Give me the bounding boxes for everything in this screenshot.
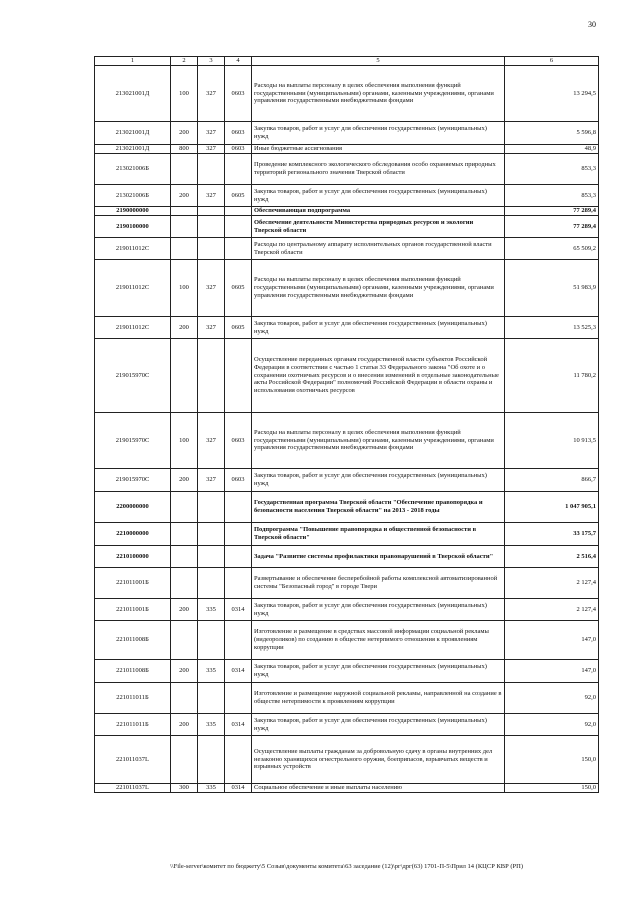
cell-administrator [198,683,225,714]
cell-section: 0605 [225,185,252,207]
cell-description: Расходы на выплаты персоналу в целях обеспечения выполнения функций государственными (муниципальными) органами, казенными учреждениями, органами управления государственными внебюджетными фондами [252,66,505,122]
cell-description: Социальное обеспечение и иные выплаты населению [252,784,505,793]
cell-description: Закупка товаров, работ и услуг для обеспечения государственных (муниципальных) нужд [252,122,505,145]
table-row [95,238,599,260]
table-row [95,492,599,523]
cell-expense-type: 200 [171,599,198,621]
table-header-row [95,57,599,66]
cell-administrator [198,568,225,599]
cell-administrator: 327 [198,260,225,317]
table-row [95,260,599,317]
cell-target-code: 2190000000 [95,207,171,216]
cell-amount: 2 127,4 [505,568,599,599]
cell-amount: 13 525,3 [505,317,599,339]
header-col-5: 5 [252,57,505,66]
cell-description: Осуществление переданных органам государственной власти субъектов Российской Федерации в соответствии с частью 1 статьи 33 Федерального закона "Об охоте и о сохранении охотничьих ресурсов и о внесении изменений в отдельные законодательные акты Российской Федерации" полномочий Российской Федерации в области охраны и использования охотничьих ресурсов [252,339,505,413]
cell-target-code: 221011001Б [95,568,171,599]
footer-file-path: \\File-server\комитет по бюджету\5 Созыв\документы комитета\63 заседание (12)\рг\дрг(63) 1701-П-5\Прил 14 (КЦСР КВР (РП) [169,863,523,870]
header-col-6: 6 [505,57,599,66]
table-row [95,599,599,621]
page-number: 30 [588,20,596,29]
cell-description: Закупка товаров, работ и услуг для обеспечения государственных (муниципальных) нужд [252,714,505,736]
table-row [95,784,599,793]
table-row [95,185,599,207]
header-col-3: 3 [198,57,225,66]
table-row [95,621,599,660]
cell-expense-type: 200 [171,317,198,339]
cell-description: Задача "Развитие системы профилактики правонарушений в Тверской области" [252,546,505,568]
cell-expense-type [171,546,198,568]
cell-administrator: 335 [198,599,225,621]
cell-administrator: 327 [198,413,225,469]
cell-target-code: 221011008Б [95,621,171,660]
cell-section: 0314 [225,714,252,736]
cell-expense-type [171,238,198,260]
cell-target-code: 2190100000 [95,216,171,238]
cell-administrator [198,154,225,185]
cell-description: Подпрограмма "Повышение правопорядка и общественной безопасности в Тверской области" [252,523,505,546]
cell-target-code: 219015970С [95,469,171,492]
cell-target-code: 2210100000 [95,546,171,568]
table-row [95,317,599,339]
cell-administrator: 335 [198,660,225,683]
table-row [95,546,599,568]
cell-administrator [198,546,225,568]
cell-section: 0603 [225,469,252,492]
cell-administrator: 335 [198,714,225,736]
cell-expense-type [171,523,198,546]
cell-section: 0605 [225,317,252,339]
cell-expense-type: 100 [171,66,198,122]
cell-target-code: 219011012С [95,317,171,339]
cell-section [225,621,252,660]
cell-amount: 51 983,9 [505,260,599,317]
cell-description: Государственная программа Тверской области "Обеспечение правопорядка и безопасности населения Тверской области" на 2013 - 2018 годы [252,492,505,523]
cell-target-code: 221011037L [95,784,171,793]
cell-section [225,683,252,714]
cell-expense-type: 200 [171,469,198,492]
cell-section: 0605 [225,260,252,317]
cell-section [225,492,252,523]
cell-section [225,207,252,216]
table-row [95,207,599,216]
cell-description: Изготовление и размещение в средствах массовой информации социальной рекламы (видеороликов) по созданию в обществе нетерпимого отношения к проявлениям коррупции [252,621,505,660]
cell-amount: 13 294,5 [505,66,599,122]
cell-amount: 77 289,4 [505,207,599,216]
cell-expense-type [171,216,198,238]
cell-expense-type [171,621,198,660]
cell-administrator: 327 [198,469,225,492]
cell-description: Проведение комплексного экологического обследования особо охраняемых природных территорий регионального значения Тверской области [252,154,505,185]
cell-section [225,339,252,413]
table-row [95,216,599,238]
cell-section: 0314 [225,784,252,793]
cell-description: Закупка товаров, работ и услуг для обеспечения государственных (муниципальных) нужд [252,660,505,683]
table-row [95,339,599,413]
table-row [95,145,599,154]
cell-target-code: 219015970С [95,413,171,469]
cell-amount: 853,3 [505,154,599,185]
cell-amount: 48,9 [505,145,599,154]
table-row [95,714,599,736]
cell-description: Закупка товаров, работ и услуг для обеспечения государственных (муниципальных) нужд [252,599,505,621]
cell-expense-type [171,207,198,216]
cell-amount: 1 047 905,1 [505,492,599,523]
cell-target-code: 219011012С [95,238,171,260]
cell-section [225,546,252,568]
cell-administrator: 335 [198,784,225,793]
cell-expense-type: 200 [171,185,198,207]
table-row [95,660,599,683]
cell-section: 0603 [225,145,252,154]
header-col-2: 2 [171,57,198,66]
cell-expense-type [171,568,198,599]
cell-section [225,154,252,185]
cell-target-code: 2200000000 [95,492,171,523]
cell-target-code: 2210000000 [95,523,171,546]
cell-description: Расходы по центральному аппарату исполнительных органов государственной власти Тверской области [252,238,505,260]
header-col-4: 4 [225,57,252,66]
cell-section [225,568,252,599]
cell-administrator [198,492,225,523]
cell-amount: 10 913,5 [505,413,599,469]
cell-amount: 150,0 [505,736,599,784]
table-row [95,122,599,145]
cell-target-code: 213021001Д [95,122,171,145]
cell-amount: 92,0 [505,683,599,714]
table-row [95,736,599,784]
cell-administrator [198,238,225,260]
cell-expense-type: 200 [171,660,198,683]
cell-description: Закупка товаров, работ и услуг для обеспечения государственных (муниципальных) нужд [252,469,505,492]
cell-administrator [198,207,225,216]
cell-section [225,736,252,784]
cell-description: Расходы на выплаты персоналу в целях обеспечения выполнения функций государственными (муниципальными) органами, казенными учреждениями, органами управления государственными внебюджетными фондами [252,413,505,469]
cell-section [225,216,252,238]
cell-target-code: 213021001Д [95,66,171,122]
cell-description: Изготовление и размещение наружной социальной рекламы, направленной на создание в обществе нетерпимости к проявлениям коррупции [252,683,505,714]
table-row [95,523,599,546]
cell-expense-type [171,683,198,714]
cell-expense-type: 100 [171,413,198,469]
table-row [95,66,599,122]
cell-section: 0603 [225,413,252,469]
cell-amount: 65 509,2 [505,238,599,260]
cell-expense-type: 800 [171,145,198,154]
cell-section [225,523,252,546]
cell-administrator: 327 [198,317,225,339]
cell-description: Иные бюджетные ассигнования [252,145,505,154]
cell-target-code: 219011012С [95,260,171,317]
cell-administrator [198,621,225,660]
cell-expense-type: 100 [171,260,198,317]
cell-target-code: 221011037L [95,736,171,784]
cell-administrator [198,216,225,238]
cell-amount: 866,7 [505,469,599,492]
table-row [95,154,599,185]
cell-description: Обеспечивающая подпрограмма [252,207,505,216]
cell-description: Осуществление выплаты гражданам за добровольную сдачу в органы внутренних дел незаконно хранящихся огнестрельного оружия, боеприпасов, взрывчатых веществ и взрывных устройств [252,736,505,784]
table-row [95,469,599,492]
cell-administrator: 327 [198,145,225,154]
cell-target-code: 221011001Б [95,599,171,621]
table-body [95,66,599,793]
cell-description: Развертывание и обеспечение бесперебойной работы комплексной автоматизированной системы "Безопасный город" в городе Твери [252,568,505,599]
cell-description: Закупка товаров, работ и услуг для обеспечения государственных (муниципальных) нужд [252,185,505,207]
cell-section: 0603 [225,122,252,145]
cell-description: Обеспечение деятельности Министерства природных ресурсов и экологии Тверской области [252,216,505,238]
cell-expense-type: 200 [171,122,198,145]
table-row [95,683,599,714]
budget-table [94,56,599,793]
cell-amount: 150,0 [505,784,599,793]
cell-administrator: 327 [198,122,225,145]
table-row [95,568,599,599]
cell-expense-type [171,736,198,784]
cell-target-code: 213021006Б [95,154,171,185]
header-col-1: 1 [95,57,171,66]
cell-administrator: 327 [198,66,225,122]
cell-amount: 147,0 [505,621,599,660]
cell-target-code: 213021006Б [95,185,171,207]
cell-target-code: 219015970С [95,339,171,413]
cell-amount: 77 289,4 [505,216,599,238]
cell-section: 0314 [225,660,252,683]
cell-description: Расходы на выплаты персоналу в целях обеспечения выполнения функций государственными (муниципальными) органами, казенными учреждениями, органами управления государственными внебюджетными фондами [252,260,505,317]
cell-section [225,238,252,260]
cell-expense-type [171,492,198,523]
cell-target-code: 221011011Б [95,683,171,714]
cell-administrator [198,523,225,546]
cell-section: 0603 [225,66,252,122]
cell-amount: 2 516,4 [505,546,599,568]
cell-amount: 2 127,4 [505,599,599,621]
cell-administrator [198,736,225,784]
cell-target-code: 213021001Д [95,145,171,154]
cell-section: 0314 [225,599,252,621]
cell-amount: 11 780,2 [505,339,599,413]
cell-amount: 147,0 [505,660,599,683]
cell-expense-type [171,339,198,413]
cell-expense-type: 200 [171,714,198,736]
cell-amount: 5 596,8 [505,122,599,145]
cell-target-code: 221011008Б [95,660,171,683]
cell-expense-type: 300 [171,784,198,793]
cell-amount: 33 175,7 [505,523,599,546]
cell-description: Закупка товаров, работ и услуг для обеспечения государственных (муниципальных) нужд [252,317,505,339]
cell-expense-type [171,154,198,185]
cell-administrator [198,339,225,413]
cell-target-code: 221011011Б [95,714,171,736]
cell-amount: 92,0 [505,714,599,736]
cell-amount: 853,3 [505,185,599,207]
cell-administrator: 327 [198,185,225,207]
table-row [95,413,599,469]
